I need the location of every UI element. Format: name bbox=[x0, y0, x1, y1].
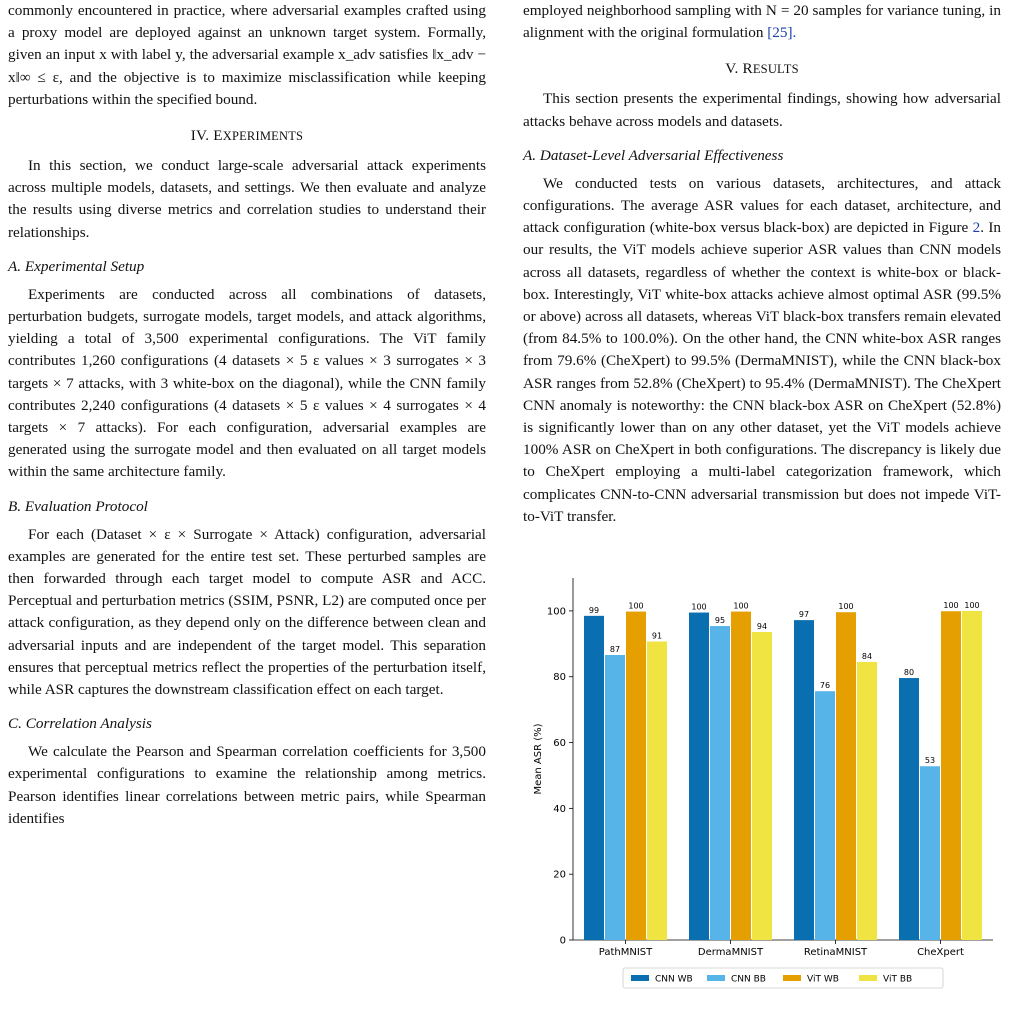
y-axis-label: Mean ASR (%) bbox=[533, 723, 544, 795]
x-tick-label: PathMNIST bbox=[598, 947, 653, 958]
bar-value-label: 95 bbox=[714, 616, 726, 626]
bar bbox=[794, 620, 814, 940]
y-tick-label: 80 bbox=[553, 672, 566, 684]
bar-value-label: 100 bbox=[628, 601, 644, 611]
y-tick-label: 20 bbox=[553, 869, 566, 881]
subsection-heading-protocol: B. Evaluation Protocol bbox=[8, 497, 148, 515]
legend-label: CNN BB bbox=[731, 974, 766, 985]
section-heading-text: V. R bbox=[725, 60, 753, 78]
legend-swatch bbox=[783, 975, 801, 981]
subsection-heading-setup: A. Experimental Setup bbox=[8, 257, 145, 275]
bar bbox=[752, 632, 772, 940]
y-tick-label: 100 bbox=[546, 606, 566, 618]
y-tick-label: 0 bbox=[559, 935, 566, 947]
bar bbox=[836, 612, 856, 940]
bar bbox=[689, 613, 709, 940]
bar bbox=[962, 611, 982, 940]
legend-swatch bbox=[859, 975, 877, 981]
bar-value-label: 53 bbox=[924, 756, 936, 766]
bar-value-label: 100 bbox=[733, 601, 749, 611]
bar-value-label: 100 bbox=[691, 602, 707, 612]
bar bbox=[584, 616, 604, 940]
legend-label: ViT BB bbox=[883, 974, 913, 985]
section-heading-text: IV. E bbox=[190, 127, 223, 145]
intro-paragraph: commonly encountered in practice, where adversarial examples crafted using a proxy model are deployed against an unknown target system. Formally, given an input x with label y, the adversarial example x_adv satisfies ‖x_adv − x‖∞ ≤ ε, and the objective is to maximize misclassification while keeping perturbations within the specified bound. bbox=[8, 2, 486, 108]
section-heading-experiments bbox=[8, 125, 486, 147]
section-heading-smallcaps: ESULTS bbox=[752, 62, 799, 77]
bar bbox=[857, 662, 877, 940]
effectiveness-text-2: . In our results, the ViT models achieve superior ASR values than CNN models across all datasets, regardless of whether the context is white-box or black-box. Interestingly, ViT white-box attacks achieve almost optimal ASR (99.5% or above) across all datasets, whereas ViT black-box transfers remain elevated (from 84.5% to 100.0%). On the other hand, the CNN white-box ASR ranges from 79.6% (CheXpert) to 99.5% (DermaMNIST), while the CNN black-box ASR ranges from 52.8% (CheXpert) to 95.4% (DermaMNIST). The CheXpert CNN anomaly is noteworthy: the CNN black-box ASR on CheXpert (52.8%) is significantly lower than on any other dataset, yet the ViT models achieve 100% ASR on CheXpert in both configurations. The discrepancy is likely due to CheXpert employing a multi-label categorization framework, which complicates CNN-to-CNN adversarial transmission but does not impede ViT-to-ViT transfer. bbox=[523, 219, 1001, 525]
legend-swatch bbox=[631, 975, 649, 981]
bar bbox=[605, 655, 625, 940]
top-paragraph bbox=[523, 0, 1001, 44]
figure-ref-link[interactable]: 2 bbox=[972, 219, 981, 237]
bar-value-label: 100 bbox=[943, 601, 959, 611]
bar bbox=[815, 691, 835, 940]
bar-value-label: 100 bbox=[964, 600, 980, 610]
bar-value-label: 91 bbox=[651, 631, 663, 641]
protocol-paragraph: For each (Dataset × ε × Surrogate × Attack) configuration, adversarial examples are generated for the entire test set. These perturbed samples are then forwarded through each target model to compute ASR and ACC. Perceptual and perturbation metrics (SSIM, PSNR, L2) are computed once per attack configuration, as they depend only on the difference between clean and adversarial inputs and are independent of the target model. This separation ensures that perceptual metrics reflect the properties of the perturbation itself, while ASR captures the downstream classification effect on each target. bbox=[8, 525, 486, 699]
legend-label: ViT WB bbox=[807, 974, 839, 985]
correlation-paragraph: We calculate the Pearson and Spearman correlation coefficients for 3,500 experimental configurations to examine the relationship among metrics. Pearson identifies linear correlations between metric pairs, while Spearman identifies bbox=[8, 743, 486, 827]
bar-value-label: 87 bbox=[609, 645, 621, 655]
bar bbox=[941, 611, 961, 940]
asr-bar-chart bbox=[523, 568, 1001, 1008]
x-tick-label: CheXpert bbox=[917, 947, 964, 958]
y-tick-label: 60 bbox=[553, 738, 566, 750]
bar-value-label: 84 bbox=[861, 651, 873, 661]
effectiveness-paragraph bbox=[523, 173, 1001, 528]
bar bbox=[920, 766, 940, 940]
subsection-heading-effectiveness: A. Dataset-Level Adversarial Effectiveness bbox=[523, 146, 784, 164]
section-heading-results bbox=[523, 58, 1001, 80]
citation-link[interactable]: [25]. bbox=[767, 24, 797, 42]
bar-value-label: 97 bbox=[798, 610, 810, 620]
subsection-heading-correlation: C. Correlation Analysis bbox=[8, 715, 152, 733]
right-column bbox=[523, 0, 1001, 528]
effectiveness-text-1: We conducted tests on various datasets, architectures, and attack configurations. The average ASR values for each dataset, architecture, and attack configuration (white-box versus black-box) are depicted in Figure bbox=[523, 174, 1001, 237]
chart-svg bbox=[523, 568, 1001, 1008]
bar-value-label: 99 bbox=[588, 605, 600, 615]
bar-value-label: 76 bbox=[819, 681, 831, 691]
x-tick-label: DermaMNIST bbox=[697, 947, 764, 958]
bar bbox=[710, 626, 730, 940]
legend-label: CNN WB bbox=[655, 974, 693, 985]
results-paragraph: This section presents the experimental findings, showing how adversarial attacks behave across models and datasets. bbox=[523, 90, 1001, 130]
y-tick-label: 40 bbox=[553, 803, 566, 815]
top-paragraph-text: employed neighborhood sampling with N = 20 samples for variance tuning, in alignment with the original formulation bbox=[523, 2, 1001, 42]
section-heading-smallcaps: XPERIMENTS bbox=[222, 129, 304, 144]
bar-value-label: 100 bbox=[838, 602, 854, 612]
experiments-paragraph: In this section, we conduct large-scale adversarial attack experiments across multiple models, datasets, and settings. We then evaluate and analyze the results using diverse metrics and correlation studies to understand their relationships. bbox=[8, 157, 486, 241]
bar bbox=[899, 678, 919, 940]
bar bbox=[626, 612, 646, 940]
legend-swatch bbox=[707, 975, 725, 981]
setup-paragraph: Experiments are conducted across all combinations of datasets, perturbation budgets, surrogate models, target models, and attack algorithms, yielding a total of 3,500 experimental configurations. The ViT family contributes 1,260 configurations (4 datasets × 5 ε values × 3 surrogates × 3 targets × 7 attacks, with 3 white-box on the diagonal), while the CNN family contributes 2,240 configurations (4 datasets × 5 ε values × 4 surrogates × 4 targets × 7 attacks). For each configuration, adversarial examples are generated using the surrogate model and then evaluated on all target models within the same architecture family. bbox=[8, 285, 486, 481]
bar bbox=[731, 612, 751, 940]
left-column bbox=[8, 0, 486, 830]
bar-value-label: 80 bbox=[903, 668, 915, 678]
bar bbox=[647, 642, 667, 940]
x-tick-label: RetinaMNIST bbox=[803, 947, 868, 958]
bar-value-label: 94 bbox=[756, 621, 768, 631]
